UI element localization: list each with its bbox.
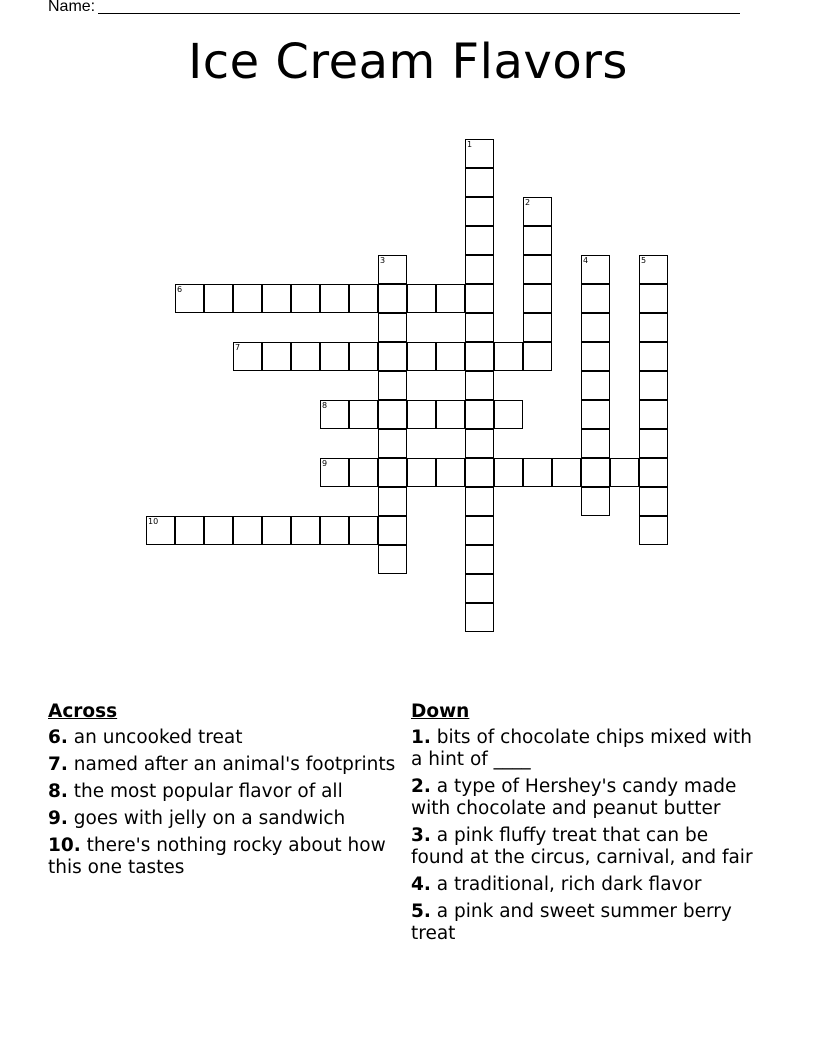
crossword-cell[interactable] (262, 516, 291, 545)
crossword-cell[interactable] (233, 284, 262, 313)
clue-across-8 (48, 781, 403, 803)
crossword-cell[interactable] (378, 371, 407, 400)
clue-across-10 (48, 835, 403, 879)
crossword-cell[interactable] (552, 458, 581, 487)
crossword-cell[interactable] (291, 284, 320, 313)
crossword-cell[interactable] (378, 429, 407, 458)
crossword-cell[interactable] (378, 487, 407, 516)
clue-number: 10. (48, 835, 81, 856)
crossword-cell[interactable] (175, 284, 204, 313)
clue-down-2 (411, 776, 761, 820)
crossword-cell[interactable] (436, 400, 465, 429)
clue-number: 1. (411, 727, 431, 748)
crossword-cell[interactable] (465, 168, 494, 197)
crossword-cell[interactable] (639, 371, 668, 400)
crossword-cell[interactable] (639, 516, 668, 545)
clue-text: there's nothing rocky about how this one tastes (48, 835, 386, 878)
crossword-cell[interactable] (581, 255, 610, 284)
clue-text: a type of Hershey's candy made with chocolate and peanut butter (411, 776, 737, 819)
crossword-cell[interactable] (465, 429, 494, 458)
crossword-cell[interactable] (465, 342, 494, 371)
crossword-cell[interactable] (494, 400, 523, 429)
crossword-cell[interactable] (407, 342, 436, 371)
crossword-cell[interactable] (581, 429, 610, 458)
crossword-cell[interactable] (349, 284, 378, 313)
crossword-cell[interactable] (465, 458, 494, 487)
crossword-cell[interactable] (465, 516, 494, 545)
crossword-cell[interactable] (523, 342, 552, 371)
crossword-cell[interactable] (378, 255, 407, 284)
clue-number: 7. (48, 754, 68, 775)
crossword-cell[interactable] (349, 516, 378, 545)
clue-across-9 (48, 808, 403, 830)
crossword-cell[interactable] (523, 458, 552, 487)
clue-number-label: 10 (148, 517, 159, 526)
crossword-cell[interactable] (349, 342, 378, 371)
crossword-cell[interactable] (465, 400, 494, 429)
crossword-cell[interactable] (175, 516, 204, 545)
crossword-cell[interactable] (291, 342, 320, 371)
crossword-cell[interactable] (320, 516, 349, 545)
crossword-cell[interactable] (378, 400, 407, 429)
clue-number: 8. (48, 781, 68, 802)
crossword-cell[interactable] (262, 284, 291, 313)
down-clues (411, 701, 761, 950)
clue-text: a traditional, rich dark flavor (430, 874, 702, 895)
crossword-cell[interactable] (407, 284, 436, 313)
down-heading: Down (411, 701, 470, 722)
crossword-cell[interactable] (349, 400, 378, 429)
clue-down-4 (411, 874, 761, 896)
crossword-cell[interactable] (523, 255, 552, 284)
crossword-cell[interactable] (639, 400, 668, 429)
name-label: Name: (48, 0, 96, 15)
crossword-cell[interactable] (639, 255, 668, 284)
crossword-cell[interactable] (233, 342, 262, 371)
clue-number: 2. (411, 776, 431, 797)
clue-number: 3. (411, 825, 431, 846)
crossword-cell[interactable] (523, 226, 552, 255)
crossword-cell[interactable] (523, 313, 552, 342)
clue-text: bits of chocolate chips mixed with a hint of ____ (411, 727, 752, 770)
crossword-cell[interactable] (349, 458, 378, 487)
crossword-cell[interactable] (378, 284, 407, 313)
crossword-cell[interactable] (320, 342, 349, 371)
crossword-cell[interactable] (407, 400, 436, 429)
crossword-cell[interactable] (262, 342, 291, 371)
crossword-cell[interactable] (291, 516, 320, 545)
clue-number-label: 4 (583, 256, 589, 265)
crossword-cell[interactable] (581, 284, 610, 313)
clue-number-label: 8 (322, 401, 328, 410)
crossword-cell[interactable] (465, 545, 494, 574)
clue-text: a pink and sweet summer berry treat (411, 901, 732, 944)
crossword-cell[interactable] (465, 371, 494, 400)
crossword-cell[interactable] (610, 458, 639, 487)
clue-number-label: 5 (641, 256, 647, 265)
clue-text: an uncooked treat (67, 727, 243, 748)
crossword-cell[interactable] (320, 284, 349, 313)
crossword-cell[interactable] (320, 458, 349, 487)
crossword-cell[interactable] (233, 516, 262, 545)
crossword-cell[interactable] (494, 458, 523, 487)
clue-number: 4. (411, 874, 431, 895)
clue-number: 9. (48, 808, 68, 829)
crossword-cell[interactable] (204, 516, 233, 545)
crossword-cell[interactable] (378, 313, 407, 342)
crossword-cell[interactable] (378, 342, 407, 371)
crossword-cell[interactable] (639, 458, 668, 487)
clue-text: goes with jelly on a sandwich (67, 808, 346, 829)
across-heading: Across (48, 701, 118, 722)
crossword-cell[interactable] (465, 197, 494, 226)
clue-number: 5. (411, 901, 431, 922)
clue-number-label: 6 (177, 285, 183, 294)
crossword-cell[interactable] (378, 458, 407, 487)
crossword-cell[interactable] (407, 458, 436, 487)
clue-down-5 (411, 901, 761, 945)
crossword-cell[interactable] (465, 487, 494, 516)
crossword-cell[interactable] (581, 458, 610, 487)
clue-across-6 (48, 727, 403, 749)
across-clues (48, 701, 403, 884)
crossword-cell[interactable] (465, 284, 494, 313)
crossword-cell[interactable] (320, 400, 349, 429)
crossword-cell[interactable] (378, 545, 407, 574)
crossword-cell[interactable] (465, 313, 494, 342)
crossword-cell[interactable] (581, 400, 610, 429)
crossword-cell[interactable] (494, 342, 523, 371)
crossword-cell[interactable] (639, 429, 668, 458)
clue-number-label: 7 (235, 343, 241, 352)
crossword-cell[interactable] (436, 284, 465, 313)
crossword-cell[interactable] (523, 197, 552, 226)
crossword-cell[interactable] (639, 342, 668, 371)
clue-number-label: 3 (380, 256, 386, 265)
clue-text: a pink fluffy treat that can be found at the circus, carnival, and fair (411, 825, 753, 868)
clue-number-label: 1 (467, 140, 473, 149)
crossword-cell[interactable] (581, 371, 610, 400)
crossword-cell[interactable] (465, 574, 494, 603)
crossword-cell[interactable] (639, 313, 668, 342)
crossword-cell[interactable] (465, 226, 494, 255)
crossword-cell[interactable] (581, 342, 610, 371)
crossword-cell[interactable] (581, 313, 610, 342)
clue-number-label: 9 (322, 459, 328, 468)
crossword-cell[interactable] (465, 139, 494, 168)
crossword-cell[interactable] (378, 516, 407, 545)
puzzle-title: Ice Cream Flavors (188, 34, 628, 90)
crossword-cell[interactable] (204, 284, 233, 313)
crossword-cell[interactable] (436, 458, 465, 487)
clue-number-label: 2 (525, 198, 531, 207)
crossword-cell[interactable] (436, 342, 465, 371)
crossword-cell[interactable] (523, 284, 552, 313)
crossword-cell[interactable] (639, 284, 668, 313)
crossword-cell[interactable] (639, 487, 668, 516)
clue-down-3 (411, 825, 761, 869)
clue-across-7 (48, 754, 403, 776)
crossword-cell[interactable] (581, 487, 610, 516)
clue-down-1 (411, 727, 761, 771)
crossword-cell[interactable] (465, 255, 494, 284)
crossword-cell[interactable] (465, 603, 494, 632)
crossword-cell[interactable] (146, 516, 175, 545)
clue-text: named after an animal's footprints (67, 754, 396, 775)
clue-text: the most popular flavor of all (67, 781, 343, 802)
clue-number: 6. (48, 727, 68, 748)
